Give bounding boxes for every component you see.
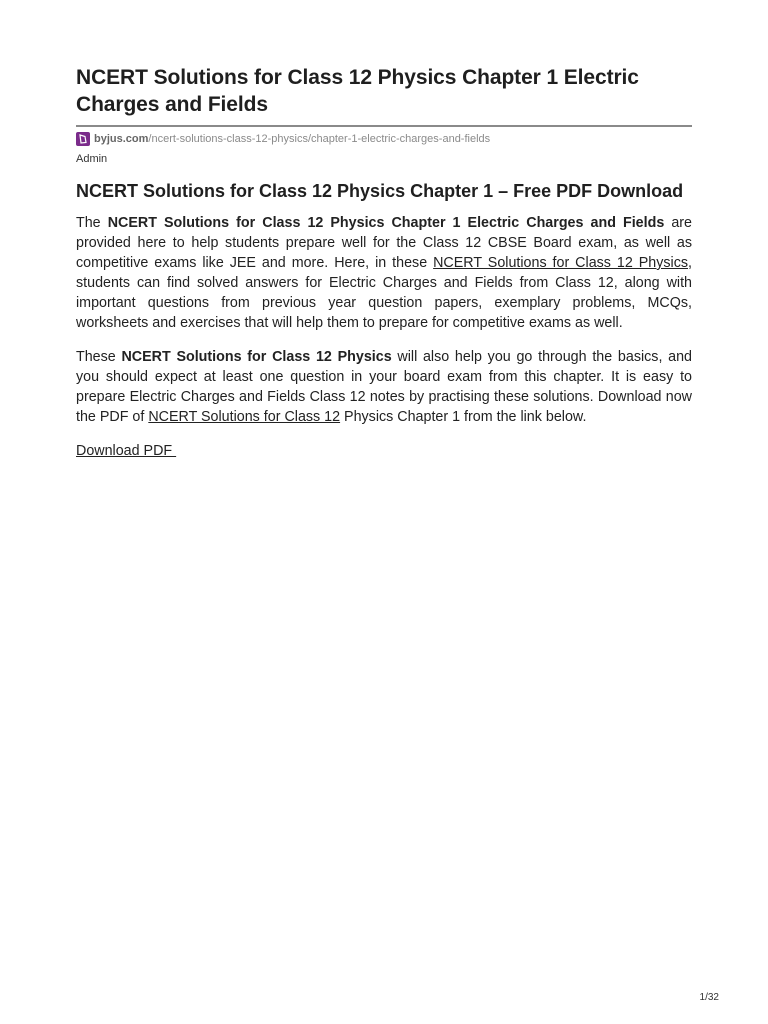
section-heading: NCERT Solutions for Class 12 Physics Chapter 1 – Free PDF Download — [76, 181, 684, 201]
para2-text-3: Physics Chapter 1 from the link below. — [340, 409, 587, 425]
para1-text-1: The — [76, 215, 108, 231]
title-divider — [76, 125, 692, 127]
article — [76, 64, 692, 461]
byjus-logo-icon — [76, 132, 90, 146]
ncert-class12-link[interactable]: NCERT Solutions for Class 12 — [148, 409, 341, 425]
para1-bold: NCERT Solutions for Class 12 Physics Chapter 1 Electric Charges and Fields — [107, 215, 665, 231]
source-url-path: /ncert-solutions-class-12-physics/chapter-1-electric-charges-and-fields — [148, 133, 491, 145]
ncert-physics-link[interactable]: NCERT Solutions for Class 12 Physics — [433, 255, 688, 271]
para1-text-3: , students can find solved answers for Electric Charges and Fields from Class 12, along with important questions from previous year question papers, exemplary problems, MCQs, worksheets and exercises that will help them to prepare for competitive exams as well. — [76, 255, 692, 331]
intro-paragraph — [76, 213, 692, 333]
para2-text-1: These — [76, 349, 122, 365]
page-number: 1/32 — [699, 992, 719, 1003]
download-pdf-link[interactable]: Download PDF — [76, 443, 177, 459]
page-title: NCERT Solutions for Class 12 Physics Chapter 1 Electric Charges and Fields — [76, 66, 639, 116]
second-paragraph — [76, 347, 692, 427]
para1-text-2: are provided here to help students prepare well for the Class 12 CBSE Board exam, as well as competitive exams like JEE and more. Here, in these — [76, 215, 692, 271]
para2-text-2: will also help you go through the basics, and you should expect at least one question in your board exam from this chapter. It is easy to prepare Electric Charges and Fields Class 12 notes by practising these solutions. Download now the PDF of — [76, 349, 692, 425]
para2-bold: NCERT Solutions for Class 12 Physics — [121, 349, 392, 365]
source-line — [76, 130, 692, 148]
source-domain-link[interactable]: byjus.com — [94, 133, 149, 145]
author-name: Admin — [76, 153, 108, 165]
